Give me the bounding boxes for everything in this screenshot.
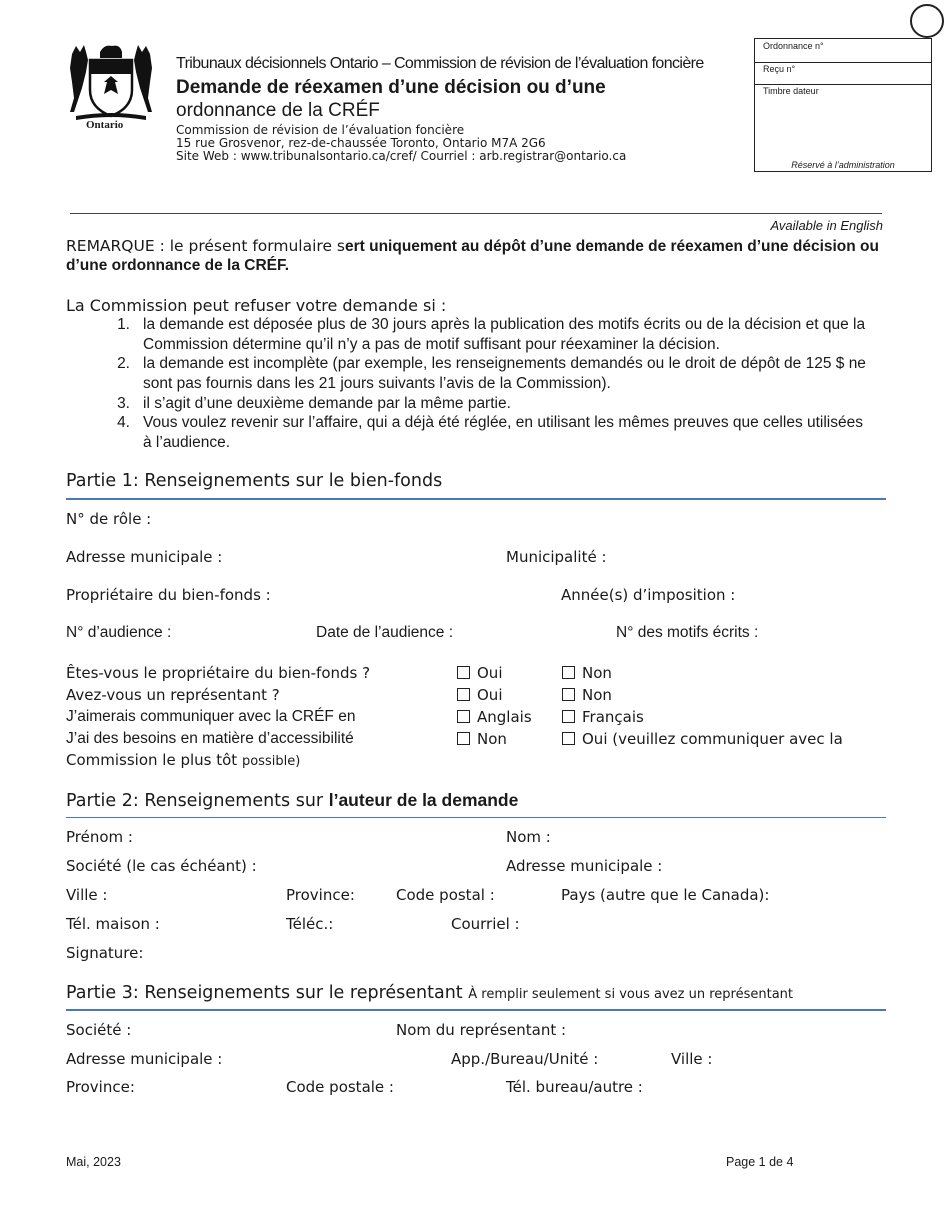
written-reasons-field[interactable]: N° des motifs écrits : xyxy=(616,624,759,641)
list-item: 3. il s’agit d’une deuxième demande par la même partie. xyxy=(117,395,511,412)
admin-order-field[interactable]: Ordonnance n° xyxy=(755,39,931,63)
available-in-english-link[interactable]: Available in English xyxy=(770,218,883,233)
part3-title: Partie 3: Renseignements sur le représentant À remplir seulement si vous avez un représentant xyxy=(66,983,793,1003)
home-phone-field[interactable]: Tél. maison : xyxy=(66,915,160,933)
fax-field[interactable]: Téléc.: xyxy=(286,915,334,933)
hearing-number-field[interactable]: N° d’audience : xyxy=(66,624,172,641)
country-field[interactable]: Pays (autre que le Canada): xyxy=(561,886,770,904)
owner-yes-checkbox[interactable]: Oui xyxy=(457,664,502,682)
checkbox-icon xyxy=(562,666,575,679)
header-address-2: 15 rue Grosvenor, rez-de-chaussée Toronto, Ontario M7A 2G6 xyxy=(176,136,546,150)
accessibility-no-checkbox[interactable]: Non xyxy=(457,730,507,748)
list-item: 1. la demande est déposée plus de 30 jours après la publication des motifs écrits ou de la décision et que la Commission détermine qu’il n’y a pas de motif suffisant pour réexaminer la décision. xyxy=(117,316,866,353)
header-address-1: Commission de révision de l’évaluation foncière xyxy=(176,123,465,137)
representative-yes-checkbox[interactable]: Oui xyxy=(457,686,502,704)
city-field[interactable]: Ville : xyxy=(66,886,108,904)
tax-years-field[interactable]: Année(s) d’imposition : xyxy=(561,586,736,604)
question-language: J’aimerais communiquer avec la CRÉF en xyxy=(66,708,356,725)
checkbox-icon xyxy=(562,732,575,745)
part2-rule xyxy=(66,817,886,818)
question-representative: Avez-vous un représentant ? xyxy=(66,686,280,704)
note-bold: ert uniquement au dépôt d’une demande de réexamen d’une décision ou d’une ordonnance de la CRÉF. xyxy=(66,238,879,274)
admin-box xyxy=(754,38,932,172)
checkbox-icon xyxy=(457,666,470,679)
rep-phone-field[interactable]: Tél. bureau/autre : xyxy=(506,1078,643,1096)
company-field[interactable]: Société (le cas échéant) : xyxy=(66,857,257,875)
municipal-address-field[interactable]: Adresse municipale : xyxy=(66,548,223,566)
admin-stamp-field[interactable]: Timbre dateur xyxy=(763,86,819,96)
accessibility-yes-checkbox[interactable]: Oui (veuillez communiquer avec la xyxy=(562,730,843,748)
rep-postal-field[interactable]: Code postale : xyxy=(286,1078,394,1096)
page-title-line2: ordonnance de la CRÉF xyxy=(176,100,380,121)
last-name-field[interactable]: Nom : xyxy=(506,828,551,846)
rep-unit-field[interactable]: App./Bureau/Unité : xyxy=(451,1050,599,1068)
roll-number-field[interactable]: N° de rôle : xyxy=(66,510,152,528)
question-owner: Êtes-vous le propriétaire du bien-fonds ? xyxy=(66,664,371,682)
applicant-address-field[interactable]: Adresse municipale : xyxy=(506,857,663,875)
first-name-field[interactable]: Prénom : xyxy=(66,828,133,846)
header-contact: Site Web : www.tribunalsontario.ca/cref/ Courriel : arb.registrar@ontario.ca xyxy=(176,149,627,163)
note-paragraph xyxy=(66,237,881,275)
note-prefix: REMARQUE : le présent formulaire s xyxy=(66,237,345,255)
checkbox-icon xyxy=(457,732,470,745)
language-french-checkbox[interactable]: Français xyxy=(562,708,644,726)
rep-city-field[interactable]: Ville : xyxy=(671,1050,713,1068)
header-divider xyxy=(70,213,882,214)
representative-no-checkbox[interactable]: Non xyxy=(562,686,612,704)
page-title: Demande de réexamen d’une décision ou d’une xyxy=(176,77,606,98)
checkbox-icon xyxy=(457,688,470,701)
province-field[interactable]: Province: xyxy=(286,886,355,904)
checkbox-icon xyxy=(562,688,575,701)
refusal-intro: La Commission peut refuser votre demande si : xyxy=(66,296,447,315)
rep-company-field[interactable]: Société : xyxy=(66,1021,132,1039)
part3-rule xyxy=(66,1009,886,1011)
part1-title: Partie 1: Renseignements sur le bien-fonds xyxy=(66,471,443,491)
header-org-line: Tribunaux décisionnels Ontario – Commission de révision de l’évaluation foncière xyxy=(176,55,704,72)
checkbox-icon xyxy=(562,710,575,723)
rep-name-field[interactable]: Nom du représentant : xyxy=(396,1021,567,1039)
postal-code-field[interactable]: Code postal : xyxy=(396,886,495,904)
part1-rule xyxy=(66,498,886,500)
logo-label: Ontario xyxy=(86,119,124,131)
list-item: 2. la demande est incomplète (par exemple, les renseignements demandés ou le droit de dépôt de 125 $ ne sont pas fournis dans les 21 jours suivants l’avis de la Commission). xyxy=(117,355,866,392)
admin-received-field[interactable]: Reçu n° xyxy=(755,62,931,85)
email-field[interactable]: Courriel : xyxy=(451,915,520,933)
footer-date: Mai, 2023 xyxy=(66,1155,121,1169)
corner-circle-mark xyxy=(910,4,944,38)
property-owner-field[interactable]: Propriétaire du bien-fonds : xyxy=(66,586,271,604)
list-item: 4. Vous voulez revenir sur l’affaire, qui a déjà été réglée, en utilisant les mêmes preuves que celles utilisées à l’audience. xyxy=(117,414,863,451)
part2-title: Partie 2: Renseignements sur l’auteur de la demande xyxy=(66,790,519,811)
municipality-field[interactable]: Municipalité : xyxy=(506,548,607,566)
owner-no-checkbox[interactable]: Non xyxy=(562,664,612,682)
admin-reserved-label: Réservé à l’administration xyxy=(791,160,895,170)
rep-province-field[interactable]: Province: xyxy=(66,1078,135,1096)
page-number: Page 1 de 4 xyxy=(726,1155,794,1169)
checkbox-icon xyxy=(457,710,470,723)
signature-field[interactable]: Signature: xyxy=(66,944,144,962)
question-accessibility: J’ai des besoins en matière d’accessibilité xyxy=(66,730,354,747)
hearing-date-field[interactable]: Date de l’audience : xyxy=(316,624,454,641)
language-english-checkbox[interactable]: Anglais xyxy=(457,708,532,726)
rep-address-field[interactable]: Adresse municipale : xyxy=(66,1050,223,1068)
accessibility-continuation: Commission le plus tôt possible) xyxy=(66,751,301,769)
